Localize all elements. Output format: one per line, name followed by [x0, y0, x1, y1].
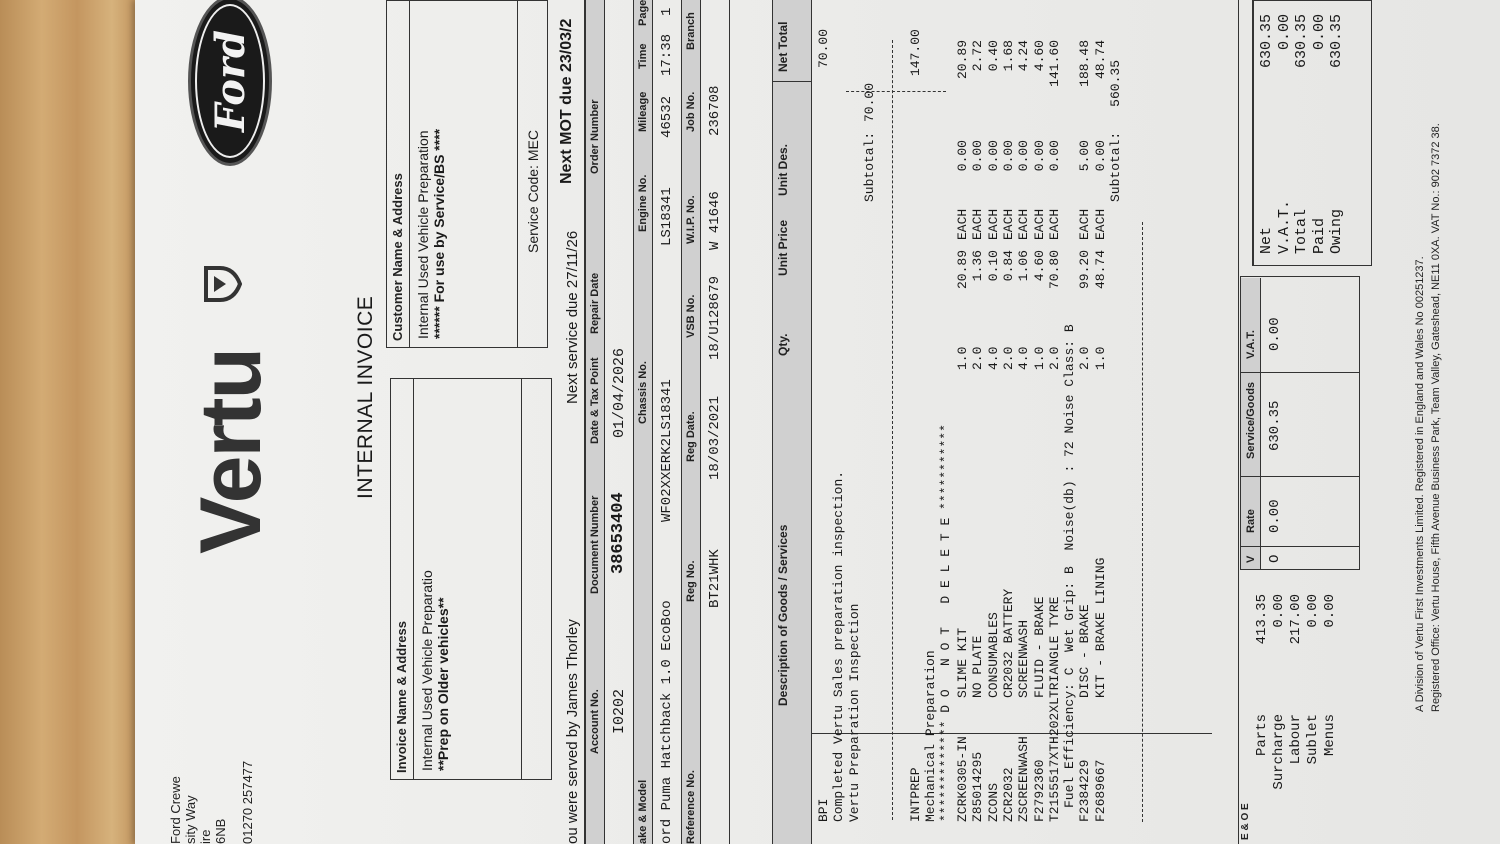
item-net: 48.74 — [1092, 40, 1108, 80]
reg-no: BT21WHK — [707, 549, 723, 608]
invoice-box-label: Invoice Name & Address — [394, 621, 409, 773]
registration-line-1: A Division of Vertu First Investments Limited. Registered in England and Wales No 00251237. — [1414, 256, 1426, 712]
summary-row — [1271, 594, 1288, 814]
document-number: 38653404 — [609, 492, 628, 574]
item-unit-price: 20.89 — [955, 250, 970, 290]
registration-line-2: Registered Office: Vertu House, Fifth Avenue Business Park, Team Valley, Gateshead, NE11 0XA. VAT No.: 902 7372 38. — [1430, 123, 1442, 712]
line-text: Mechanical Preparation — [923, 650, 939, 822]
total-row — [1276, 14, 1294, 254]
total-value: 630.35 — [1328, 14, 1345, 69]
item-discount: 0.00 — [1031, 140, 1047, 172]
summary-row — [1322, 594, 1339, 814]
item-net: 4.60 — [1031, 40, 1047, 72]
total-label: Net — [1258, 226, 1275, 254]
page-title: INTERNAL INVOICE — [354, 295, 377, 499]
company-address — [168, 761, 255, 844]
summary-label: Sublet — [1305, 714, 1321, 765]
item-desc: SCREENWASH — [1016, 619, 1032, 698]
summary-value: 413.35 — [1254, 594, 1270, 645]
item-code: T2155517XTH202XL — [1046, 697, 1062, 822]
reg-date: 18/03/2021 — [707, 395, 723, 480]
header-label: Branch — [685, 12, 697, 50]
make-model: ord Puma Hatchback 1.0 EcoBoo — [659, 600, 675, 844]
item-unit: EACH — [970, 208, 986, 240]
subtotal-label: Subtotal: — [861, 131, 877, 202]
item-unit: EACH — [1092, 208, 1108, 240]
separator-line — [1142, 222, 1143, 822]
job-no: 236708 — [707, 85, 723, 136]
header-label: Reg No. — [685, 560, 697, 602]
next-mot: Next MOT due 23/03/2 — [558, 18, 575, 184]
vat-analysis-box — [1240, 276, 1360, 570]
page-number: 1 — [659, 7, 675, 16]
account-no: I0202 — [611, 688, 628, 734]
col-header-net-total: Net Total — [776, 21, 790, 72]
header-label: VSB No. — [685, 294, 697, 338]
item-qty: 2.0 — [1046, 346, 1062, 370]
col-header-description: Description of Goods / Services — [776, 524, 790, 706]
item-net: 4.24 — [1016, 40, 1032, 72]
item-discount: 0.00 — [970, 140, 986, 172]
ford-logo-text: Ford — [195, 4, 265, 158]
item-desc: SLIME KIT — [955, 627, 970, 698]
header-label: Mileage — [637, 91, 649, 132]
subtotal-value: 560.35 — [1108, 60, 1123, 107]
item-net: 2.72 — [970, 40, 986, 72]
header-label: Chassis No. — [637, 361, 649, 424]
item-discount: 0.00 — [1092, 140, 1108, 172]
total-row — [1293, 14, 1311, 254]
totals-block — [1258, 14, 1346, 254]
customer-address-box — [386, 0, 548, 348]
summary-value: 0.00 — [1322, 594, 1338, 628]
spacer — [1108, 202, 1123, 822]
item-desc: DISC - BRAKE — [1077, 604, 1093, 698]
col-header-qty: Qty. — [776, 333, 790, 356]
address-line: 6NB — [213, 818, 228, 844]
summary-value: 0.00 — [1271, 594, 1287, 628]
total-label: Owing — [1328, 208, 1345, 254]
item-unit: EACH — [1000, 208, 1016, 240]
vat-header: V.A.T. — [1245, 330, 1257, 359]
line-text: INTPREP — [907, 767, 923, 822]
item-net: 141.60 — [1046, 40, 1062, 87]
vat-header: Rate — [1245, 509, 1257, 533]
item-qty: 2.0 — [1000, 346, 1016, 370]
customer-box-line: Internal Used Vehicle Preparation — [415, 130, 431, 339]
item-row — [970, 40, 985, 822]
ford-logo — [188, 0, 272, 166]
item-row — [1047, 40, 1062, 822]
item-row — [1093, 40, 1108, 822]
item-code: ZSCREENWASH — [1016, 736, 1032, 822]
item-discount: 0.00 — [1016, 140, 1032, 172]
item-unit: EACH — [955, 208, 970, 240]
vat-amount: 0.00 — [1267, 317, 1283, 351]
vat-service-goods: 630.35 — [1267, 400, 1283, 451]
item-unit-price: 4.60 — [1031, 250, 1047, 282]
total-label: Paid — [1310, 217, 1328, 254]
item-qty: 1.0 — [1031, 346, 1047, 370]
summary-row — [1254, 594, 1271, 814]
service-code: Service Code: MEC — [525, 130, 541, 253]
total-value: 630.35 — [1258, 14, 1275, 69]
chassis-no: WF02XXERK2LS18341 — [659, 379, 675, 522]
line-text: BPI — [816, 798, 831, 822]
item-unit-price: 70.80 — [1046, 250, 1062, 290]
invoice-box-line: Internal Used Vehicle Preparatio — [419, 570, 435, 771]
total-label: Total — [1293, 208, 1310, 254]
vat-header: Service/Goods — [1245, 381, 1257, 459]
item-unit: EACH — [1031, 208, 1047, 240]
item-unit: EACH — [1077, 208, 1093, 240]
header-label: W.I.P. No. — [685, 195, 697, 244]
item-qty: 1.0 — [955, 346, 970, 370]
total-label: V.A.T. — [1275, 199, 1293, 254]
item-qty: 1.0 — [1092, 346, 1108, 370]
vat-header: V — [1245, 555, 1257, 563]
total-row — [1258, 14, 1276, 254]
next-service: Next service due 27/11/26 — [564, 230, 581, 404]
summary-label: Surcharge — [1271, 714, 1287, 790]
item-discount: 0.00 — [1000, 140, 1016, 172]
bpi-net-total: 70.00 — [816, 28, 831, 68]
item-qty: 2.0 — [970, 346, 986, 370]
item-row — [1016, 40, 1031, 822]
engine-no: LS18341 — [659, 187, 675, 246]
item-desc: KIT - BRAKE LINING — [1092, 557, 1108, 698]
total-value: 0.00 — [1310, 14, 1328, 51]
item-code: ZCRK0305-IN — [955, 736, 970, 822]
item-desc: NO PLATE — [970, 635, 986, 698]
item-net: 188.48 — [1077, 40, 1093, 87]
address-line: sity Way — [183, 795, 198, 844]
item-discount: 0.00 — [985, 140, 1001, 172]
summary-row — [1288, 594, 1305, 814]
header-label: Reference No. — [685, 770, 697, 844]
item-net: 1.68 — [1000, 40, 1016, 72]
do-not-delete: ************* D O N O T D E L E T E *********** — [938, 424, 954, 822]
summary-label: Parts — [1254, 714, 1270, 757]
item-discount: 0.00 — [955, 140, 970, 172]
vehicle-header-table — [584, 0, 730, 844]
vsb-no: 18/U128679 — [707, 275, 723, 360]
line-text: Vertu Preparation Inspection — [846, 603, 862, 822]
col-header-unit-price: Unit Price — [776, 219, 790, 276]
internal-invoice-document — [136, 0, 1500, 844]
item-code: F2384229 — [1077, 759, 1093, 822]
address-line: ire — [198, 829, 213, 844]
customer-box-label: Customer Name & Address — [390, 173, 405, 341]
total-row — [1328, 14, 1346, 254]
summary-label: Menus — [1322, 714, 1338, 757]
total-value: 630.35 — [1293, 14, 1310, 69]
fuel-efficiency-line: Fuel Efficiency: C Wet Grip: B Noise(db) : 72 Noise Class: B — [1062, 324, 1078, 808]
header-label: Time — [637, 43, 649, 69]
vertu-shield-icon — [202, 264, 242, 304]
item-desc: CONSUMABLES — [985, 612, 1001, 698]
item-row — [986, 40, 1001, 822]
item-net: 0.40 — [985, 40, 1001, 72]
wip-no: W 41646 — [707, 191, 723, 250]
vat-rate: 0.00 — [1267, 499, 1283, 533]
eoe: E & O E — [1240, 803, 1251, 840]
item-code: F2792360 — [1031, 759, 1047, 822]
item-row — [1032, 40, 1047, 822]
summary-value: 217.00 — [1288, 594, 1304, 645]
invoice-footer — [1240, 0, 1500, 844]
line-items-table — [772, 0, 1214, 844]
header-label: Date & Tax Point — [589, 357, 601, 444]
header-label: Account No. — [589, 689, 601, 754]
item-code: ZCR2032 — [1000, 767, 1016, 822]
mileage: 46532 — [659, 95, 675, 138]
item-discount: 5.00 — [1077, 140, 1093, 172]
header-label: Order Number — [589, 99, 601, 174]
item-row — [955, 40, 970, 822]
item-row — [1077, 40, 1092, 822]
item-unit: EACH — [1016, 208, 1032, 240]
header-label: Document Number — [589, 495, 601, 594]
item-unit-price: 0.84 — [1000, 250, 1016, 282]
vat-code: O — [1267, 554, 1283, 563]
intprep-net-total: 147.00 — [908, 29, 923, 76]
col-header-unit-des: Unit Des. — [776, 143, 790, 196]
address-line: Ford Crewe — [168, 776, 183, 844]
invoice-address-box — [390, 378, 552, 780]
wooden-table-background — [0, 0, 140, 844]
summary-label: Labour — [1288, 714, 1304, 765]
item-code: Z85014295 — [970, 751, 986, 822]
header-label: Job No. — [685, 91, 697, 132]
item-unit: EACH — [985, 208, 1001, 240]
item-code: ZCONS — [985, 782, 1001, 822]
item-discount: 0.00 — [1046, 140, 1062, 172]
total-value: 0.00 — [1275, 14, 1293, 51]
header-label: Reg Date. — [685, 411, 697, 462]
item-qty: 4.0 — [1016, 346, 1032, 370]
time: 17:38 — [659, 33, 675, 76]
summary-block — [1254, 594, 1339, 814]
item-unit-price: 99.20 — [1077, 250, 1093, 290]
item-net: 20.89 — [955, 40, 970, 80]
item-desc: FLUID - BRAKE — [1031, 596, 1047, 698]
date-tax-point: 01/04/2026 — [611, 347, 628, 438]
customer-box-line: ****** For use by Service/BS **** — [431, 128, 447, 339]
header-label: Engine No. — [637, 174, 649, 232]
item-desc: TRIANGLE TYRE — [1046, 596, 1062, 698]
summary-value: 0.00 — [1305, 594, 1321, 628]
item-unit-price: 0.10 — [985, 250, 1001, 282]
item-unit: EACH — [1046, 208, 1062, 240]
header-label: ake & Model — [637, 779, 649, 844]
served-by: ou were served by James Thorley — [564, 619, 581, 844]
subtotal-row — [1108, 60, 1123, 822]
vertu-logo: Vertu — [183, 348, 279, 554]
item-unit-price: 1.36 — [970, 250, 986, 282]
address-line: 01270 257477 — [240, 760, 255, 844]
subtotal-value: 70.00 — [861, 82, 877, 122]
item-qty: 4.0 — [985, 346, 1001, 370]
item-code: F2689667 — [1092, 759, 1108, 822]
header-label: Repair Date — [589, 272, 601, 334]
header-label: Page — [637, 0, 649, 26]
item-qty: 2.0 — [1077, 346, 1093, 370]
item-row — [1001, 40, 1016, 822]
item-unit-price: 48.74 — [1092, 250, 1108, 290]
total-row — [1311, 14, 1329, 254]
item-desc: CR2032 BATTERY — [1000, 588, 1016, 698]
subtotal-label: Subtotal: — [1108, 131, 1123, 202]
invoice-box-line: **Prep on Older vehicles** — [435, 597, 451, 771]
summary-row — [1305, 594, 1322, 814]
item-unit-price: 1.06 — [1016, 250, 1032, 282]
line-text: Completed Vertu Sales preparation inspection. — [831, 470, 847, 822]
